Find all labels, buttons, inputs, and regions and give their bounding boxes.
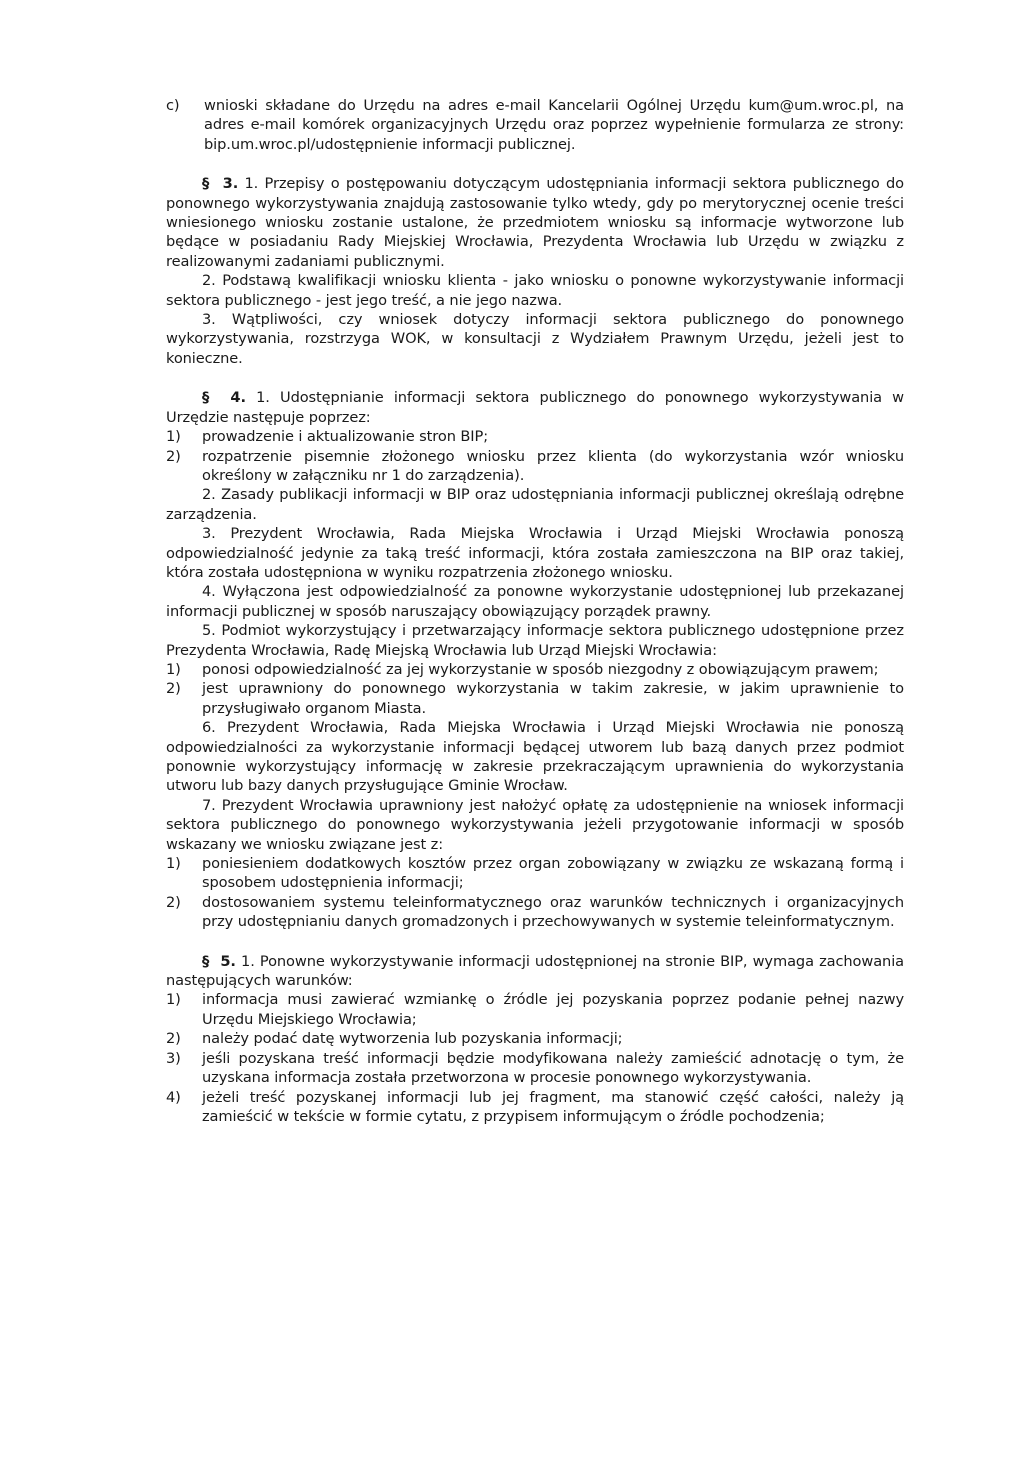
document-page: [166, 96, 904, 1126]
list-item-text: ponosi odpowiedzialność za jej wykorzystanie w sposób niezgodny z obowiązującym prawem;: [202, 660, 879, 678]
list-item-text: poniesieniem dodatkowych kosztów przez organ zobowiązany w związku ze wskazaną formą i sposobem udostępnienia informacji;: [202, 855, 904, 892]
section-4-paragraph-2: 2. Zasady publikacji informacji w BIP oraz udostępniania informacji publicznej określają odrębne zarządzenia.: [166, 486, 904, 523]
list-item: [166, 1088, 904, 1127]
paragraph-text: 1. Udostępnianie informacji sektora publicznego do ponownego wykorzystywania w Urzędzie następuje poprzez:: [166, 389, 904, 426]
section-4-paragraph-4: 4. Wyłączona jest odpowiedzialność za ponowne wykorzystanie udostępnionej lub przekazanej informacji publicznej w sposób naruszający obowiązujący porządek prawny.: [166, 583, 904, 620]
section-4-paragraph-1: [166, 388, 904, 427]
list-item-number: 2): [166, 1030, 181, 1048]
section-5-paragraph-1: [166, 952, 904, 991]
list-item-c: [166, 96, 904, 154]
list-item-number: 2): [166, 893, 181, 911]
section-4-paragraph-3: 3. Prezydent Wrocławia, Rada Miejska Wrocławia i Urząd Miejski Wrocławia ponoszą odpowiedzialność jedynie za taką treść informacji, która została zamieszczona na BIP oraz takiej, która została udostępniona w wyniku rozpatrzenia złożonego wniosku.: [166, 525, 904, 581]
section-4-paragraph-7: 7. Prezydent Wrocławia uprawniony jest nałożyć opłatę za udostępnienie na wniosek informacji sektora publicznego do ponownego wykorzystywania jeżeli przygotowanie informacji w sposób wskazany we wniosku związane jest z:: [166, 796, 904, 853]
list-item: [166, 1029, 904, 1048]
list-item-number: 2): [166, 447, 181, 465]
list-item: [166, 893, 904, 932]
list-item: [166, 854, 904, 893]
section-3-paragraph-1: [166, 174, 904, 271]
list-item: [166, 660, 904, 679]
list-item-text: informacja musi zawierać wzmiankę o źródle jej pozyskania poprzez podanie pełnej nazwy Urzędu Miejskiego Wrocławia;: [202, 991, 904, 1028]
section-5: [166, 952, 904, 1127]
section-4: [166, 388, 904, 931]
list-item-number: 3): [166, 1049, 181, 1067]
list-item-text: wnioski składane do Urzędu na adres e-mail Kancelarii Ogólnej Urzędu kum@um.wroc.pl, na adres e-mail komórek organizacyjnych Urzędu oraz poprzez wypełnienie formularza ze strony: bip.um.wroc.pl/udostępnienie informacji publicznej.: [204, 97, 904, 153]
list-item: [166, 447, 904, 486]
list-item-number: 1): [166, 991, 181, 1009]
list-item-text: rozpatrzenie pisemnie złożonego wniosku przez klienta (do wykorzystania wzór wniosku określony w załączniku nr 1 do zarządzenia).: [202, 447, 904, 484]
list-item-number: 2): [166, 680, 181, 698]
list-item-text: jeśli pozyskana treść informacji będzie modyfikowana należy zamieścić adnotację o tym, że uzyskana informacja została przetworzona w procesie ponownego wykorzystywania.: [202, 1049, 904, 1087]
section-3-paragraph-3: 3. Wątpliwości, czy wniosek dotyczy informacji sektora publicznego do ponownego wykorzystywania, rozstrzyga WOK, w konsultacji z Wydziałem Prawnym Urzędu, jeżeli jest to konieczne.: [166, 311, 904, 367]
list-item-number: 1): [166, 855, 181, 873]
list-item-number: c): [166, 97, 180, 114]
section-4-paragraph-6: 6. Prezydent Wrocławia, Rada Miejska Wrocławia i Urząd Miejski Wrocławia nie ponoszą odpowiedzialności za wykorzystanie informacji będącej utworem lub bazą danych przez podmiot ponownie wykorzystujący informację w zakresie przekraczającym uprawnienia do wykorzystania utworu lub bazy danych przysługujące Gminie Wrocław.: [166, 719, 904, 795]
list-item: [166, 1049, 904, 1088]
list-item: [166, 679, 904, 718]
section-sign: §: [202, 175, 210, 193]
paragraph-text: Przepisy o postępowaniu dotyczącym udostępniania informacji sektora publicznego do ponownego wykorzystywania znajdują zastosowanie tylko wtedy, gdy po merytorycznej ocenie treści wniesionego wniosku zostanie ustalone, że przedmiotem wniosku są informacje wytworzone lub będące w posiadaniu Rady Miejskiej Wrocławia, Prezydenta Wrocławia lub Urzędu w związku z realizowanymi zadaniami publicznymi.: [166, 175, 904, 270]
section-number: 5.: [220, 952, 236, 970]
list-item-text: należy podać datę wytworzenia lub pozyskania informacji;: [202, 1030, 623, 1048]
section-3: [166, 174, 904, 368]
list-item-number: 1): [166, 428, 181, 446]
section-3-paragraph-2: 2. Podstawą kwalifikacji wniosku klienta - jako wniosku o ponowne wykorzystywanie informacji sektora publicznego - jest jego treść, a nie jego nazwa.: [166, 272, 904, 309]
list-item: [166, 427, 904, 446]
section-number: 3.: [222, 175, 239, 193]
list-item-text: jeżeli treść pozyskanej informacji lub jej fragment, ma stanowić część całości, należy ją zamieścić w tekście w formie cytatu, z przypisem informującym o źródle pochodzenia;: [202, 1088, 904, 1125]
section-sign: §: [202, 952, 210, 970]
list-item-number: 4): [166, 1088, 181, 1106]
paragraph-text: 1. Ponowne wykorzystywanie informacji udostępnionej na stronie BIP, wymaga zachowania następujących warunków:: [166, 952, 904, 990]
list-item-number: 1): [166, 660, 181, 678]
list-item-text: dostosowaniem systemu teleinformatycznego oraz warunków technicznych i organizacyjnych przy udostępnianiu danych gromadzonych i przechowywanych w systemie teleinformatycznym.: [202, 893, 904, 931]
list-item: [166, 990, 904, 1029]
section-sign: §: [202, 389, 210, 407]
section-4-paragraph-5: 5. Podmiot wykorzystujący i przetwarzający informacje sektora publicznego udostępnione przez Prezydenta Wrocławia, Radę Miejską Wrocławia lub Urząd Miejski Wrocławia:: [166, 622, 904, 659]
section-number: 4.: [230, 389, 246, 407]
list-item-text: prowadzenie i aktualizowanie stron BIP;: [202, 428, 489, 446]
list-item-text: jest uprawniony do ponownego wykorzystania w takim zakresie, w jakim uprawnienie to przysługiwało organom Miasta.: [202, 680, 904, 717]
paragraph-number: 1.: [244, 175, 259, 193]
